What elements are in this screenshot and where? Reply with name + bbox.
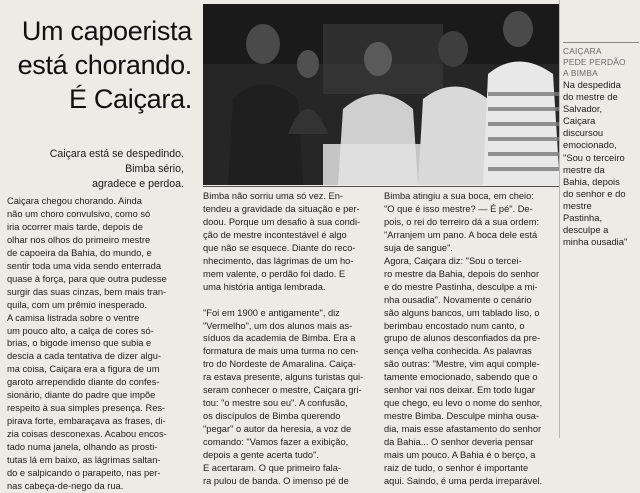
col1-line: pirava forte, embaraçava as frases, di- [7,416,166,427]
col3-line: grupo de alunos desconfiados da pre- [384,333,541,344]
col3-line: são outras: "Mestre, vim aqui comple- [384,359,540,370]
col2-line: comando: "Vamos fazer a exibição, [203,437,349,448]
col2-line: síduos da academia de Bimba. Era a [203,333,356,344]
col3-line: Bimba atingiu a sua boca, em cheio: [384,191,534,201]
col1-line: ma coisa, Caiçara era a figura de um [7,364,160,375]
sidebar-body-line: "Sou o terceiro [563,151,625,163]
col3-line: aqui. Saindo, é uma perda irreparável. [384,475,543,486]
col2-line: nhecimento, das lágrimas de um ho- [203,255,354,266]
col3-line: Agora, Caiçara diz: "Sou o tercei- [384,255,522,266]
sidebar-body-line: Na despedida [563,79,621,90]
col2-line: doou. Porque um desafio à sua condi- [203,216,361,227]
col2-line: "Vermelho", um dos alunos mais as- [203,320,353,331]
col2-line: tro do Nordeste de Amaralina. Caiça- [203,359,356,370]
sidebar-body-line: Salvador, [563,103,603,115]
col2-line: "pegar" o autor da heresia, a voz de [203,424,352,435]
sidebar-title-line: PEDE PERDÃO [563,57,626,67]
article-column-1 [7,195,167,493]
headline [6,14,192,116]
col1-line: zia coisas desconexas. Acabou encos- [7,429,167,440]
col1-line: sionário, diante do padre que impõe [7,390,156,401]
article-column-3 [384,190,542,488]
sidebar-divider [559,0,560,438]
col3-line: dia, mais esse afastamento do senhor [384,424,542,435]
col3-line: da Bahia... O senhor deveria pensar [384,437,534,448]
col3-line: ro mestre da Bahia, depois do senhor [384,268,540,279]
sidebar-body-line: minha ousadia" [563,236,628,248]
col2-line: que não se esquece. Diante do reco- [203,242,356,253]
col2-line: Bimba não sorriu uma só vez. En- [203,191,344,201]
col1-line: quila, com um prêmio inesperado. [7,299,148,310]
col1-line: sentir toda uma vida sendo enterrada [7,260,162,271]
news-photo [203,4,560,185]
sidebar-title-line: CAIÇARA [563,46,602,56]
col2-line: ção de mestre incontestável é algo [203,229,347,240]
col2-line: uma história antiga lembrada. [203,281,326,292]
sidebar-title-line: A BIMBA [563,68,598,78]
col2-line: E acertaram. O que primeiro fala- [203,463,341,474]
col2-line: formatura de mais uma turma no cen- [203,346,359,357]
col3-line: mais um pouco. A Bahia é o berço, a [384,450,536,461]
sidebar-body-line: desculpe a [563,224,609,236]
col3-line: sença velha conhecida. As palavras [384,346,532,357]
headline-line-3: É Caiçara. [68,84,192,114]
col3-line: são alguns bancos, um tablado liso, o [384,307,540,318]
col3-line: berimbau encostado num canto, o [384,320,525,331]
col1-line: nas cabeça-de-nego da rua. [7,480,124,491]
sidebar-title [563,42,639,79]
col3-line: "Arranjem um pano. A boca dele está [384,229,538,240]
col2-line: "Foi em 1900 e antigamente", diz [203,307,340,318]
col3-line: "O que é isso mestre? — É pé". De- [384,203,533,214]
sidebar-body-line: Pastinha, [563,212,603,224]
col3-line: suja de sangue". [384,242,453,253]
photo-scene-illustration [203,4,560,185]
col1-line: surgir das suas cinzas, bem mais tran- [7,286,167,297]
col2-line: ra estava presente, alguns turistas qui- [203,372,364,383]
col1-line: um pouco alto, a calça de cores só- [7,325,154,336]
col1-line: tutas lá em baixo, as lágrimas saltan- [7,455,161,466]
subhead-line-3: agradece e perdoa. [92,178,184,190]
col1-line: iria ocorrer mais tarde, depois de [7,221,143,232]
col2-line: depois a gente acerta tudo". [203,450,319,461]
col2-line: tou: "o mestre sou eu". A confusão, [203,398,348,409]
sidebar-callout [563,42,639,248]
sidebar-body-line: mestre da [563,163,605,175]
sidebar-body-line: do mestre de [563,91,618,103]
subhead [24,147,184,192]
article-column-2 [203,190,363,488]
sidebar-body-line: emocionado, [563,139,617,151]
col1-line: A camisa listrada sobre o ventre [7,312,140,323]
col1-line: descia a cada tentativa de dizer algu- [7,351,162,362]
col3-line: que chego, eu levo o nome do senhor, [384,398,543,409]
sidebar-body-line: do senhor e do [563,187,626,199]
col2-line [203,294,363,307]
sidebar-body-line: discursou [563,127,604,139]
subhead-line-1: Caiçara está se despedindo. [49,148,184,160]
col3-line: e do mestre Pastinha, desculpe a mi- [384,281,538,292]
col3-line: raiz de tudo, o senhor é importante [384,463,529,474]
col2-line: ra pulou de banda. O imenso pé de [203,475,349,486]
col2-line: seram conhecer o mestre, Caiçara gri- [203,385,362,396]
col2-line: tendeu a gravidade da situação e per- [203,203,360,214]
sidebar-body-line: mestre [563,199,592,211]
col3-line: nha ousadia". Novamente o cenário [384,294,532,305]
sidebar-body-line: Bahia, depois [563,175,620,187]
col1-line: respeito à sua simples presença. Res- [7,403,166,414]
col1-line: brias, o bigode imenso que subia e [7,338,152,349]
headline-line-1: Um capoerista [21,16,192,46]
sidebar-body [563,79,639,248]
col1-line: do e salpicando o parapeito, nas per- [7,468,161,479]
col1-line: garoto arrependido diante do confes- [7,377,160,388]
col3-line: mestre Bimba. Desculpe minha ousa- [384,411,540,422]
col3-line: senhor vai nos deixar. Em todo lugar [384,385,535,396]
col1-line: não um choro convulsivo, como só [7,208,151,219]
subhead-line-2: Bimba sério, [125,163,184,175]
col1-line: de capoeira da Bahia, do mundo, e [7,247,152,258]
col3-line: pois, o rei do terreiro dá a sua ordem: [384,216,540,227]
col3-line: tamente emocionado, sabendo que o [384,372,538,383]
col1-line: tado numa janela, olhando as prosti- [7,442,158,453]
col2-line: os discípulos de Bimba querendo [203,411,341,422]
col1-line: Caiçara chegou chorando. Ainda [7,196,142,206]
col2-line: mem valente, o perdão foi dado. E [203,268,346,279]
col1-line: quase à força, para que outra pudesse [7,273,167,284]
sidebar-body-line: Caiçara [563,115,596,127]
headline-line-2: está chorando. [17,50,192,80]
col1-line: olhar nos olhos do primeiro mestre [7,234,151,245]
